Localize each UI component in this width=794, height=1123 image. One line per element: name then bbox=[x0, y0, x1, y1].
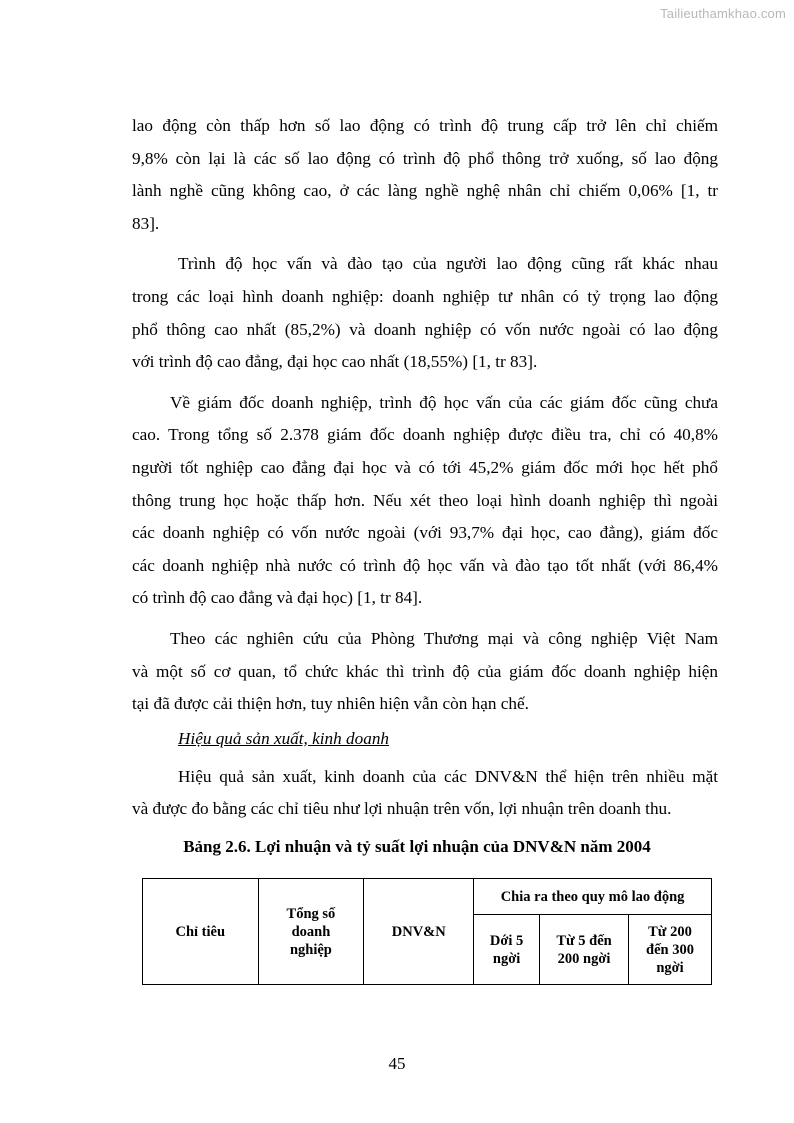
paragraph-business-efficiency bbox=[132, 761, 718, 826]
section-subheading: Hiệu quả sản xuất, kinh doanh bbox=[178, 728, 390, 748]
text-line: tại đã được cải thiện hơn, tuy nhiên hiện vẫn còn hạn chế. bbox=[132, 694, 529, 714]
paragraph-education-level bbox=[132, 248, 718, 378]
text-line: lao động còn thấp hơn số lao động có trình độ trung cấp trở lên chỉ chiếm bbox=[132, 116, 718, 135]
watermark: Tailieuthamkhao.com bbox=[660, 6, 786, 21]
header-5-to-200: Từ 5 đến 200 ngời bbox=[540, 915, 629, 985]
text-line: Về giám đốc doanh nghiệp, trình độ học vấn của các giám đốc cũng chưa bbox=[170, 392, 718, 412]
text-line: cao. Trong tổng số 2.378 giám đốc doanh nghiệp được điều tra, chỉ có 40,8% bbox=[132, 425, 718, 445]
header-indicator: Chỉ tiêu bbox=[143, 879, 259, 985]
text-line: trong các loại hình doanh nghiệp: doanh nghiệp tư nhân có tỷ trọng lao động bbox=[132, 286, 718, 306]
text-line: lành nghề cũng không cao, ở các làng nghề nghệ nhân chỉ chiếm 0,06% [1, tr bbox=[132, 181, 718, 201]
table-title: Bảng 2.6. Lợi nhuận và tỷ suất lợi nhuận của DNV&N năm 2004 bbox=[183, 836, 651, 856]
profit-table bbox=[142, 878, 712, 985]
text-line: có trình độ cao đẳng và đại học) [1, tr 84]. bbox=[132, 588, 423, 608]
text-line: thông trung học hoặc thấp hơn. Nếu xét theo loại hình doanh nghiệp thì ngoài bbox=[132, 490, 718, 510]
paragraph-chamber-research bbox=[132, 623, 718, 721]
text-line: các doanh nghiệp có vốn nước ngoài (với 93,7% đại học, cao đẳng), giám đốc bbox=[132, 523, 718, 543]
text-line: 9,8% còn lại là các số lao động có trình độ phổ thông trở xuống, số lao động bbox=[132, 148, 718, 168]
header-total-enterprises: Tổng số doanh nghiệp bbox=[258, 879, 364, 985]
text-line: và một số cơ quan, tổ chức khác thì trình độ của giám đốc doanh nghiệp hiện bbox=[132, 661, 718, 681]
header-under-5: Dới 5 ngời bbox=[474, 915, 540, 985]
text-line: Theo các nghiên cứu của Phòng Thương mại và công nghiệp Việt Nam bbox=[170, 628, 718, 648]
text-line: phổ thông cao nhất (85,2%) và doanh nghiệp có vốn nước ngoài có lao động bbox=[132, 319, 718, 339]
header-smes: DNV&N bbox=[364, 879, 474, 985]
text-line: Trình độ học vấn và đào tạo của người lao động cũng rất khác nhau bbox=[178, 254, 718, 274]
text-line: với trình độ cao đẳng, đại học cao nhất (18,55%) [1, tr 83]. bbox=[132, 352, 538, 372]
paragraph-labor-qualification bbox=[132, 110, 718, 240]
text-line: và được đo bằng các chỉ tiêu như lợi nhuận trên vốn, lợi nhuận trên doanh thu. bbox=[132, 799, 672, 819]
text-line: người tốt nghiệp cao đẳng đại học và có tới 45,2% giám đốc mới học hết phổ bbox=[132, 457, 718, 477]
paragraph-directors bbox=[132, 387, 718, 615]
page-number: 45 bbox=[388, 1054, 406, 1073]
document-body bbox=[132, 110, 718, 862]
header-labor-scale-group: Chia ra theo quy mô lao động bbox=[474, 879, 712, 915]
text-line: các doanh nghiệp nhà nước có trình độ học vấn và đào tạo tốt nhất (với 86,4% bbox=[132, 555, 718, 575]
text-line: Hiệu quả sản xuất, kinh doanh của các DNV&N thể hiện trên nhiều mặt bbox=[178, 766, 718, 786]
table-header-row bbox=[143, 879, 712, 915]
header-200-to-300: Từ 200 đến 300 ngời bbox=[629, 915, 712, 985]
text-line: 83]. bbox=[132, 213, 160, 233]
